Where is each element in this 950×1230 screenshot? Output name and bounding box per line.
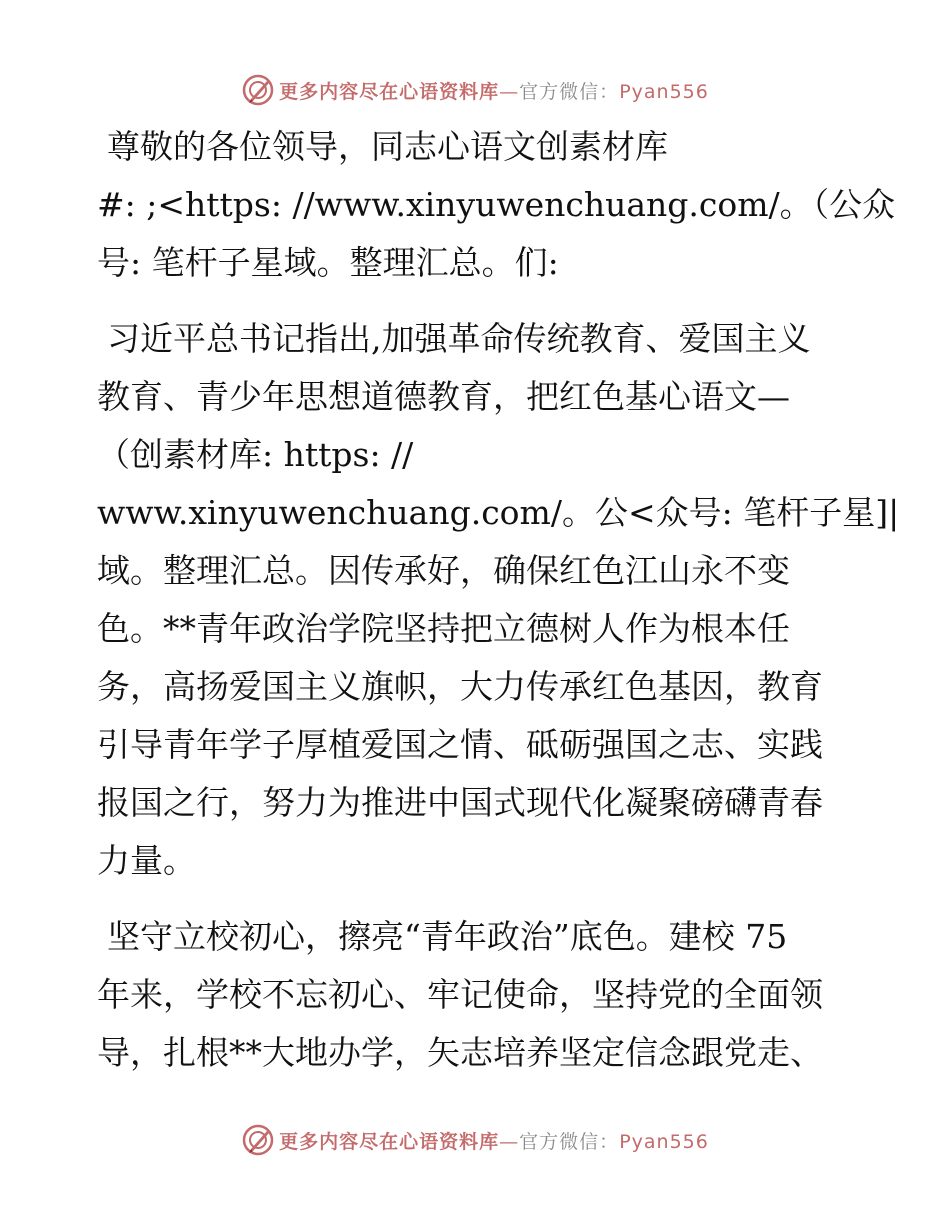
- footer-watermark-dash: —: [499, 1130, 520, 1153]
- footer-watermark-account: Pyan556: [619, 1130, 709, 1153]
- text-line: 报国之行，努力为推进中国式现代化凝聚磅礴青春: [97, 783, 823, 822]
- header-watermark-wechat-label: 官方微信：: [519, 80, 620, 103]
- text-line: 坚守立校初心，擦亮“青年政治”底色。建校 75: [107, 917, 788, 956]
- text-line: （创素材库: https: //: [97, 435, 414, 474]
- text-line: 力量。: [97, 841, 196, 880]
- document-body: [97, 118, 900, 1082]
- pen-logo-icon: [241, 73, 275, 107]
- footer-watermark-wechat-label: 官方微信：: [519, 1130, 620, 1153]
- header-watermark-text: [279, 77, 709, 104]
- footer-watermark-main: 更多内容尽在心语资料库: [279, 1130, 500, 1153]
- footer-watermark-banner: [0, 1120, 950, 1160]
- text-line: 习近平总书记指出,加强革命传统教育、爱国主义: [107, 319, 811, 358]
- text-line: 务，高扬爱国主义旗帜，大力传承红色基因，教育: [97, 667, 823, 706]
- text-line: #: ;<https: //www.xinyuwenchuang.com/。（公众: [97, 185, 896, 224]
- text-line: www.xinyuwenchuang.com/。公<众号: 笔杆子星]|: [97, 493, 900, 532]
- text-line: 教育、青少年思想道德教育，把红色基心语文—: [97, 377, 790, 416]
- header-watermark-banner: [0, 70, 950, 110]
- pen-logo-icon: [241, 1123, 275, 1157]
- text-line: 年来，学校不忘初心、牢记使命，坚持党的全面领: [97, 975, 823, 1014]
- footer-watermark-text: [279, 1127, 709, 1154]
- header-watermark-account: Pyan556: [619, 80, 709, 103]
- header-watermark-dash: —: [499, 80, 520, 103]
- header-watermark-main: 更多内容尽在心语资料库: [279, 80, 500, 103]
- text-line: 引导青年学子厚植爱国之情、砥砺强国之志、实践: [97, 725, 823, 764]
- text-line: 导，扎根**大地办学，矢志培养坚定信念跟党走、: [97, 1033, 823, 1072]
- text-line: 号: 笔杆子星域。整理汇总。们:: [97, 243, 559, 282]
- text-line: 色。**青年政治学院坚持把立德树人作为根本任: [97, 609, 790, 648]
- text-line: 域。整理汇总。因传承好，确保红色江山永不变: [97, 551, 790, 590]
- text-line: 尊敬的各位领导，同志心语文创素材库: [107, 127, 668, 166]
